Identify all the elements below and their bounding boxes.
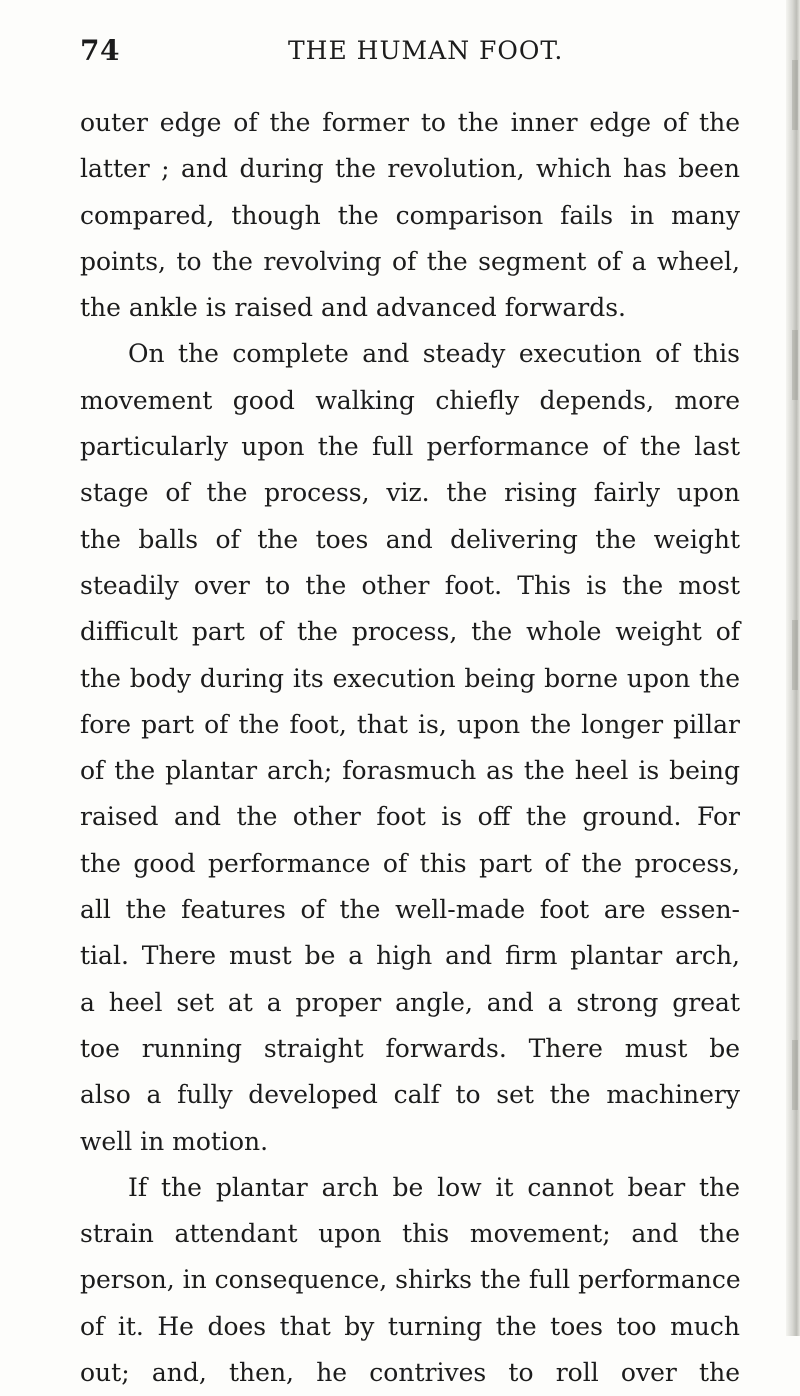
text-line: also a fully developed calf to set the machinery xyxy=(80,1080,740,1110)
edge-mark xyxy=(792,330,798,400)
text-line: outer edge of the former to the inner edge of the xyxy=(80,108,740,137)
edge-mark xyxy=(792,1040,798,1110)
text-line: the balls of the toes and delivering the weight xyxy=(80,524,740,554)
text-line: On the complete and steady execution of this xyxy=(128,339,740,369)
text-line: points, to the revolving of the segment of a wheel, xyxy=(80,246,740,276)
text-line: a heel set at a proper angle, and a strong great xyxy=(80,987,740,1017)
text-line: out; and, then, he contrives to roll over the xyxy=(80,1358,740,1388)
running-title: THE HUMAN FOOT. xyxy=(288,36,564,65)
text-line: toe running straight forwards. There must be xyxy=(80,1033,740,1063)
edge-mark xyxy=(792,60,798,130)
paragraph xyxy=(80,331,740,1164)
text-line: of the plantar arch; forasmuch as the heel is being xyxy=(80,756,740,786)
text-line: latter ; and during the revolution, which has been xyxy=(80,154,740,184)
text-line: person, in consequence, shirks the full performance xyxy=(80,1265,741,1295)
edge-mark xyxy=(792,620,798,690)
text-line: all the features of the well-made foot are essen- xyxy=(80,895,740,925)
text-line: steadily over to the other foot. This is the most xyxy=(80,570,740,600)
body-text xyxy=(80,100,740,1396)
text-line: movement good walking chiefly depends, more xyxy=(80,385,740,415)
page-edge-shadow xyxy=(786,0,800,1336)
page-number: 74 xyxy=(80,34,120,67)
text-line: tial. There must be a high and firm plantar arch, xyxy=(80,941,740,971)
text-line: compared, though the comparison fails in many xyxy=(80,200,740,230)
text-line: the body during its execution being borne upon the xyxy=(80,663,740,693)
text-line: of it. He does that by turning the toes too much xyxy=(80,1311,740,1341)
text-line: stage of the process, viz. the rising fairly upon xyxy=(80,478,740,508)
text-line: particularly upon the full performance of the last xyxy=(80,432,740,462)
text-line: the ankle is raised and advanced forwards. xyxy=(80,293,627,323)
text-line: well in motion. xyxy=(80,1126,269,1156)
text-line: strain attendant upon this movement; and the xyxy=(80,1219,740,1249)
text-line: If the plantar arch be low it cannot bear the xyxy=(128,1172,740,1202)
text-line: fore part of the foot, that is, upon the longer pillar xyxy=(80,709,740,739)
text-line: difficult part of the process, the whole weight of xyxy=(80,617,740,647)
page-header xyxy=(80,34,740,74)
paragraph xyxy=(80,100,740,331)
paragraph xyxy=(80,1165,740,1396)
text-line: raised and the other foot is off the ground. For xyxy=(80,802,740,832)
text-line: the good performance of this part of the process, xyxy=(80,848,740,878)
